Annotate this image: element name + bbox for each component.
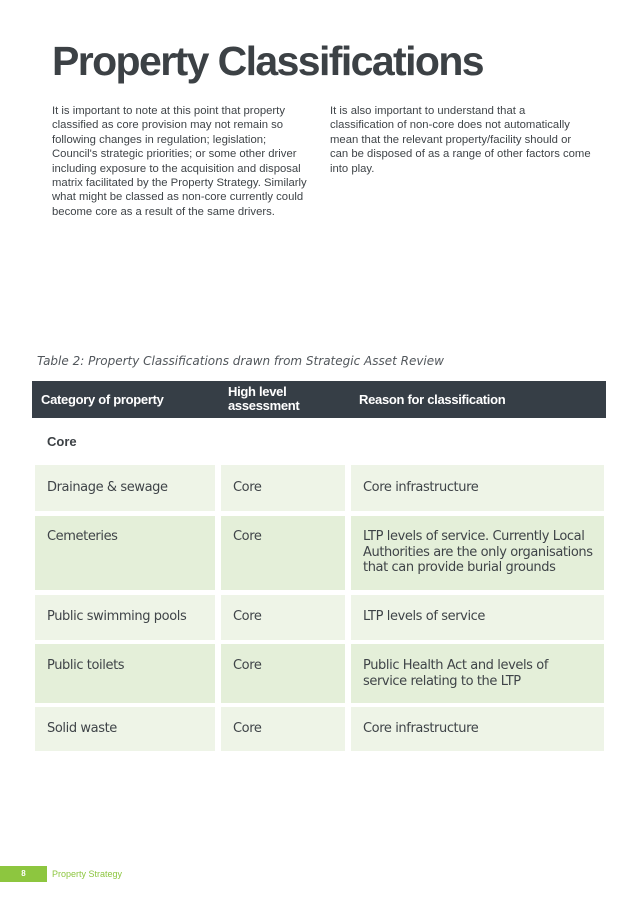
intro-paragraph-left: It is important to note at this point that property classified as core provision may not remain so following changes in regulation; legislation; Council's strategic priorities; or some other driver including exposure to the acquisition and disposal matrix facilitated by the Property Strategy. Similarly what might be classed as non-core currently could become core as a result of the same drivers.: [52, 105, 307, 218]
cell-category: Drainage & sewage: [35, 465, 215, 511]
header-assessment: High level assessment: [228, 384, 300, 413]
cell-reason: Public Health Act and levels of service relating to the LTP: [351, 644, 604, 703]
cell-assessment: Core: [221, 465, 345, 511]
table-row: [35, 595, 604, 640]
cell-assessment: Core: [221, 516, 345, 590]
table-header: [32, 381, 606, 418]
page-title: Property Classifications: [52, 38, 483, 84]
table-row: [35, 707, 604, 751]
cell-assessment: Core: [221, 595, 345, 640]
page-number-badge: 8: [0, 866, 47, 882]
table-caption: Table 2: Property Classifications drawn from Strategic Asset Review: [37, 354, 444, 368]
table-row: [35, 644, 604, 703]
header-reason: Reason for classification: [359, 392, 506, 407]
cell-category: Public toilets: [35, 644, 215, 703]
group-label-core: Core: [47, 434, 77, 449]
intro-paragraph-right: It is also important to understand that a classification of non-core does not automatically mean that the relevant property/facility should or can be disposed of as a range of other factors come into play.: [330, 105, 591, 175]
cell-reason: Core infrastructure: [351, 465, 604, 511]
header-category: Category of property: [41, 392, 164, 407]
cell-assessment: Core: [221, 707, 345, 751]
cell-category: Solid waste: [35, 707, 215, 751]
table-row: [35, 516, 604, 590]
cell-category: Public swimming pools: [35, 595, 215, 640]
cell-reason: LTP levels of service: [351, 595, 604, 640]
cell-reason: LTP levels of service. Currently Local Authorities are the only organisations that can provide burial grounds: [351, 516, 604, 590]
footer-document-label: Property Strategy: [52, 869, 123, 879]
cell-category: Cemeteries: [35, 516, 215, 590]
cell-assessment: Core: [221, 644, 345, 703]
table-row: [35, 465, 604, 511]
cell-reason: Core infrastructure: [351, 707, 604, 751]
